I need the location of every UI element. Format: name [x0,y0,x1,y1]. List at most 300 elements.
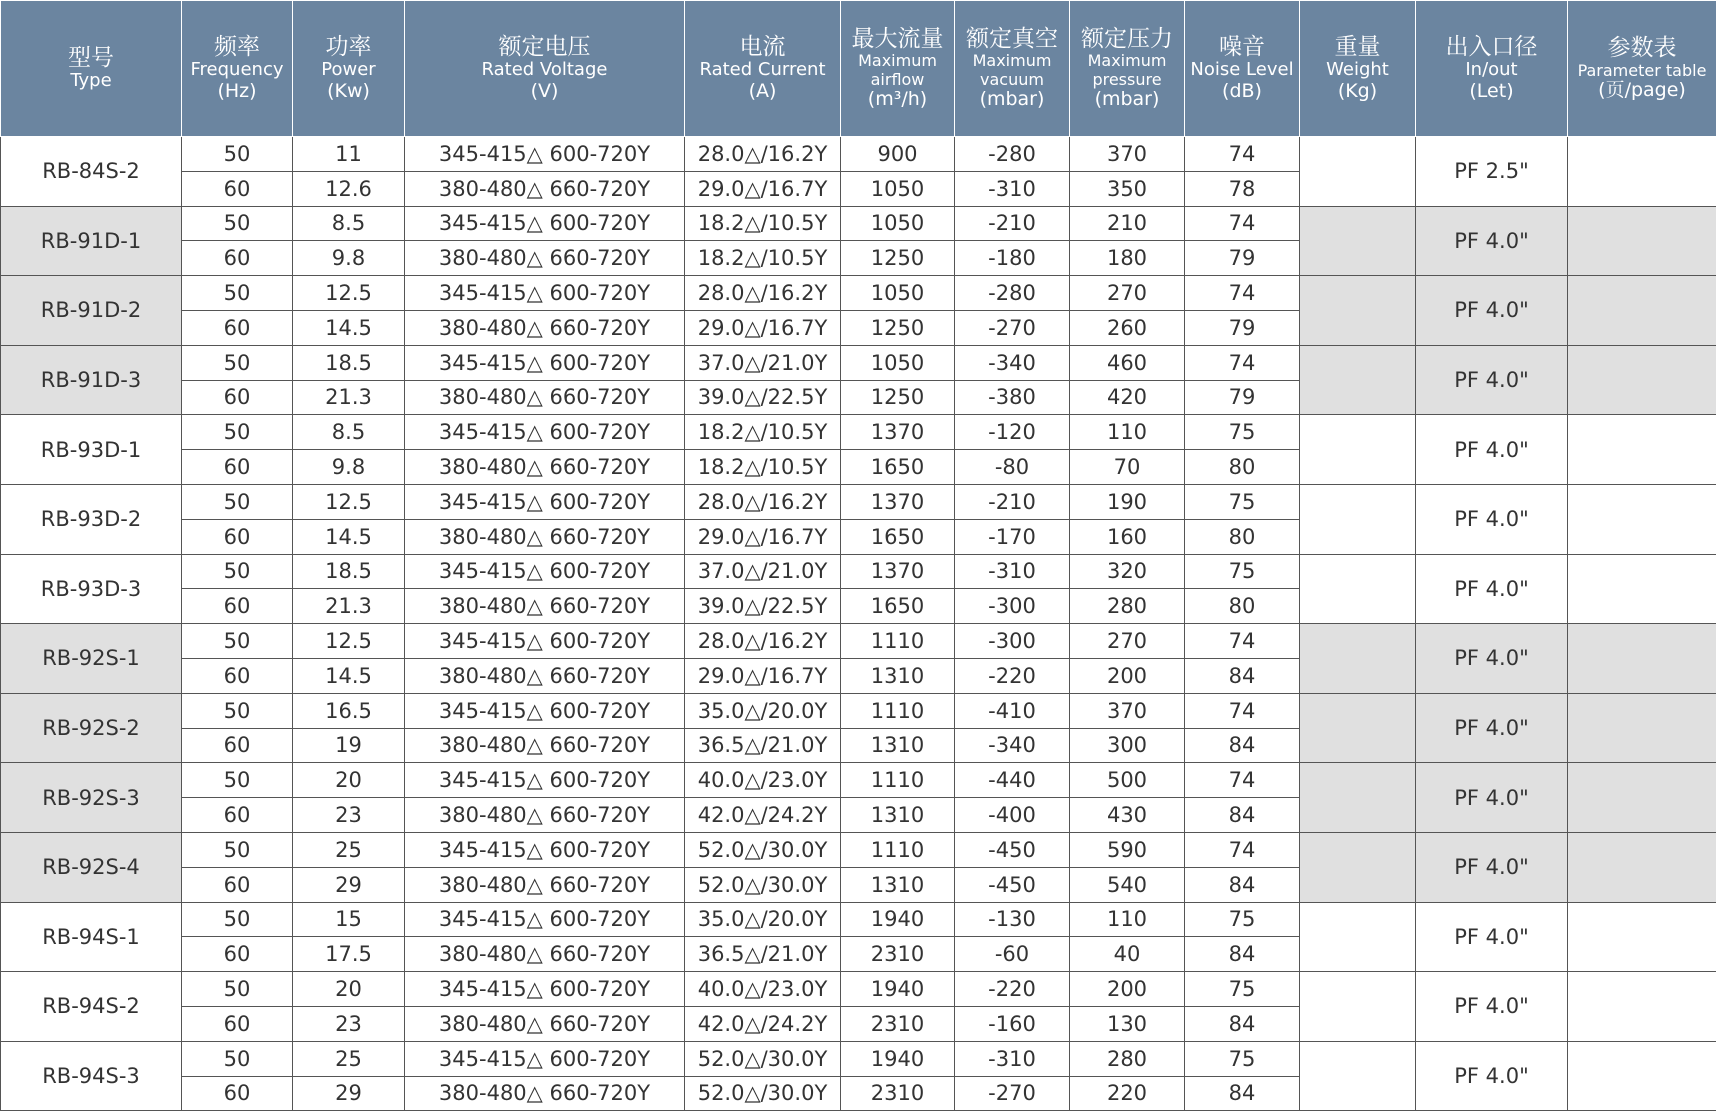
table-row [1,206,1716,241]
port-cell: PF 2.5" [1416,137,1568,207]
airflow-cell: 1370 [841,484,955,519]
airflow-cell: 2310 [841,1006,955,1041]
current-cell: 28.0△/16.2Y [685,624,841,659]
voltage-cell: 380-480△ 660-720Y [405,589,685,624]
model-cell: RB-93D-1 [1,415,182,485]
vacuum-cell: -410 [955,693,1070,728]
current-cell: 18.2△/10.5Y [685,415,841,450]
airflow-cell: 1110 [841,624,955,659]
airflow-cell: 1310 [841,867,955,902]
noise-cell: 74 [1185,276,1300,311]
current-cell: 39.0△/22.5Y [685,380,841,415]
weight-cell [1300,554,1416,624]
voltage-cell: 380-480△ 660-720Y [405,798,685,833]
power-cell: 20 [293,972,405,1007]
header-weight-unit: (Kg) [1337,80,1378,103]
model-cell: RB-94S-2 [1,972,182,1042]
vacuum-cell: -400 [955,798,1070,833]
port-cell: PF 4.0" [1416,972,1568,1042]
header-power-unit: (Kw) [327,80,370,103]
power-cell: 20 [293,763,405,798]
current-cell: 42.0△/24.2Y [685,798,841,833]
header-type [1,1,182,137]
header-frequency-unit: (Hz) [217,80,257,103]
frequency-cell: 50 [182,206,293,241]
table-row [1,137,1716,172]
header-current-en: Rated Current [699,59,826,81]
power-cell: 12.5 [293,484,405,519]
header-voltage-zh: 额定电压 [498,34,591,61]
pressure-cell: 460 [1070,345,1185,380]
model-cell: RB-84S-2 [1,137,182,207]
power-cell: 21.3 [293,380,405,415]
pressure-cell: 110 [1070,415,1185,450]
header-vacuum-zh: 额定真空 [966,25,1058,52]
power-cell: 8.5 [293,206,405,241]
airflow-cell: 1250 [841,380,955,415]
vacuum-cell: -340 [955,728,1070,763]
noise-cell: 84 [1185,1076,1300,1111]
noise-cell: 74 [1185,206,1300,241]
header-parameter-table [1568,1,1716,137]
parameter-table-cell [1568,902,1716,972]
voltage-cell: 380-480△ 660-720Y [405,728,685,763]
voltage-cell: 380-480△ 660-720Y [405,937,685,972]
vacuum-cell: -60 [955,937,1070,972]
weight-cell [1300,763,1416,833]
parameter-table-cell [1568,763,1716,833]
current-cell: 40.0△/23.0Y [685,763,841,798]
header-parameter-table-zh: 参数表 [1607,35,1677,62]
pressure-cell: 130 [1070,1006,1185,1041]
power-cell: 11 [293,137,405,172]
vacuum-cell: -160 [955,1006,1070,1041]
current-cell: 52.0△/30.0Y [685,867,841,902]
current-cell: 37.0△/21.0Y [685,345,841,380]
weight-cell [1300,137,1416,207]
voltage-cell: 380-480△ 660-720Y [405,1006,685,1041]
current-cell: 28.0△/16.2Y [685,276,841,311]
model-cell: RB-92S-1 [1,624,182,694]
pressure-cell: 280 [1070,1041,1185,1076]
vacuum-cell: -380 [955,380,1070,415]
header-row [1,1,1716,137]
noise-cell: 84 [1185,658,1300,693]
vacuum-cell: -270 [955,310,1070,345]
current-cell: 40.0△/23.0Y [685,972,841,1007]
current-cell: 52.0△/30.0Y [685,1041,841,1076]
header-current [685,1,841,137]
vacuum-cell: -450 [955,867,1070,902]
noise-cell: 80 [1185,519,1300,554]
weight-cell [1300,693,1416,763]
airflow-cell: 1250 [841,310,955,345]
noise-cell: 84 [1185,867,1300,902]
frequency-cell: 60 [182,589,293,624]
voltage-cell: 345-415△ 600-720Y [405,206,685,241]
noise-cell: 75 [1185,484,1300,519]
header-type-en: Type [70,70,112,92]
frequency-cell: 60 [182,798,293,833]
noise-cell: 75 [1185,554,1300,589]
header-current-zh: 电流 [739,34,786,61]
power-cell: 18.5 [293,345,405,380]
power-cell: 9.8 [293,450,405,485]
model-cell: RB-93D-2 [1,484,182,554]
voltage-cell: 345-415△ 600-720Y [405,902,685,937]
airflow-cell: 1050 [841,345,955,380]
vacuum-cell: -300 [955,624,1070,659]
header-weight [1300,1,1416,137]
header-pressure-en: Maximum pressure [1087,51,1167,89]
current-cell: 18.2△/10.5Y [685,450,841,485]
port-cell: PF 4.0" [1416,415,1568,485]
vacuum-cell: -220 [955,658,1070,693]
port-cell: PF 4.0" [1416,693,1568,763]
header-noise-en: Noise Level [1190,59,1294,81]
table-row [1,763,1716,798]
airflow-cell: 1050 [841,171,955,206]
weight-cell [1300,832,1416,902]
voltage-cell: 380-480△ 660-720Y [405,310,685,345]
table-row [1,972,1716,1007]
pressure-cell: 260 [1070,310,1185,345]
current-cell: 39.0△/22.5Y [685,589,841,624]
airflow-cell: 1650 [841,519,955,554]
header-voltage-unit: (V) [530,80,559,103]
vacuum-cell: -170 [955,519,1070,554]
header-voltage [405,1,685,137]
parameter-table-cell [1568,415,1716,485]
power-cell: 12.6 [293,171,405,206]
weight-cell [1300,206,1416,276]
current-cell: 18.2△/10.5Y [685,241,841,276]
weight-cell [1300,1041,1416,1111]
pressure-cell: 220 [1070,1076,1185,1111]
vacuum-cell: -130 [955,902,1070,937]
airflow-cell: 1370 [841,554,955,589]
current-cell: 36.5△/21.0Y [685,728,841,763]
parameter-table-cell [1568,206,1716,276]
voltage-cell: 380-480△ 660-720Y [405,380,685,415]
port-cell: PF 4.0" [1416,345,1568,415]
vacuum-cell: -310 [955,554,1070,589]
power-cell: 29 [293,867,405,902]
header-power-zh: 功率 [325,34,372,61]
current-cell: 35.0△/20.0Y [685,693,841,728]
power-cell: 8.5 [293,415,405,450]
voltage-cell: 345-415△ 600-720Y [405,554,685,589]
frequency-cell: 50 [182,1041,293,1076]
power-cell: 12.5 [293,624,405,659]
voltage-cell: 345-415△ 600-720Y [405,137,685,172]
voltage-cell: 380-480△ 660-720Y [405,450,685,485]
voltage-cell: 345-415△ 600-720Y [405,484,685,519]
header-vacuum-unit: (mbar) [979,88,1045,111]
header-current-unit: (A) [748,80,777,103]
noise-cell: 74 [1185,345,1300,380]
frequency-cell: 50 [182,554,293,589]
voltage-cell: 380-480△ 660-720Y [405,658,685,693]
voltage-cell: 380-480△ 660-720Y [405,171,685,206]
current-cell: 35.0△/20.0Y [685,902,841,937]
current-cell: 52.0△/30.0Y [685,832,841,867]
noise-cell: 79 [1185,380,1300,415]
pressure-cell: 210 [1070,206,1185,241]
noise-cell: 84 [1185,937,1300,972]
voltage-cell: 345-415△ 600-720Y [405,972,685,1007]
current-cell: 29.0△/16.7Y [685,171,841,206]
airflow-cell: 1650 [841,589,955,624]
airflow-cell: 1310 [841,658,955,693]
weight-cell [1300,902,1416,972]
parameter-table-cell [1568,345,1716,415]
current-cell: 37.0△/21.0Y [685,554,841,589]
header-power [293,1,405,137]
voltage-cell: 345-415△ 600-720Y [405,763,685,798]
vacuum-cell: -210 [955,206,1070,241]
vacuum-cell: -450 [955,832,1070,867]
voltage-cell: 345-415△ 600-720Y [405,415,685,450]
header-parameter-table-unit: (页/page) [1598,78,1686,101]
parameter-table-cell [1568,972,1716,1042]
current-cell: 29.0△/16.7Y [685,519,841,554]
vacuum-cell: -210 [955,484,1070,519]
pressure-cell: 320 [1070,554,1185,589]
power-cell: 19 [293,728,405,763]
frequency-cell: 50 [182,693,293,728]
frequency-cell: 50 [182,345,293,380]
frequency-cell: 60 [182,380,293,415]
power-cell: 14.5 [293,658,405,693]
vacuum-cell: -340 [955,345,1070,380]
pressure-cell: 160 [1070,519,1185,554]
parameter-table-cell [1568,693,1716,763]
frequency-cell: 60 [182,171,293,206]
pressure-cell: 540 [1070,867,1185,902]
model-cell: RB-92S-2 [1,693,182,763]
frequency-cell: 50 [182,415,293,450]
frequency-cell: 60 [182,519,293,554]
airflow-cell: 1940 [841,902,955,937]
header-noise-zh: 噪音 [1219,34,1265,61]
current-cell: 28.0△/16.2Y [685,137,841,172]
header-port-en: In/out [1465,59,1518,81]
parameter-table-cell [1568,624,1716,694]
vacuum-cell: -310 [955,171,1070,206]
vacuum-cell: -270 [955,1076,1070,1111]
noise-cell: 75 [1185,902,1300,937]
header-airflow-en: Maximum airflow [858,51,937,89]
airflow-cell: 1940 [841,972,955,1007]
frequency-cell: 50 [182,137,293,172]
noise-cell: 84 [1185,1006,1300,1041]
header-port [1416,1,1568,137]
voltage-cell: 380-480△ 660-720Y [405,1076,685,1111]
frequency-cell: 60 [182,1006,293,1041]
power-cell: 15 [293,902,405,937]
weight-cell [1300,415,1416,485]
airflow-cell: 1940 [841,1041,955,1076]
header-port-unit: (Let) [1469,80,1514,103]
noise-cell: 80 [1185,450,1300,485]
port-cell: PF 4.0" [1416,1041,1568,1111]
weight-cell [1300,276,1416,346]
vacuum-cell: -440 [955,763,1070,798]
power-cell: 23 [293,798,405,833]
port-cell: PF 4.0" [1416,554,1568,624]
header-frequency-zh: 频率 [214,34,260,61]
parameter-table-cell [1568,276,1716,346]
airflow-cell: 1370 [841,415,955,450]
header-frequency [182,1,293,137]
table-row [1,1041,1716,1076]
frequency-cell: 60 [182,1076,293,1111]
voltage-cell: 380-480△ 660-720Y [405,867,685,902]
frequency-cell: 60 [182,937,293,972]
voltage-cell: 345-415△ 600-720Y [405,276,685,311]
power-cell: 14.5 [293,310,405,345]
port-cell: PF 4.0" [1416,484,1568,554]
model-cell: RB-93D-3 [1,554,182,624]
current-cell: 18.2△/10.5Y [685,206,841,241]
header-parameter-table-en: Parameter table [1577,60,1707,80]
airflow-cell: 900 [841,137,955,172]
current-cell: 29.0△/16.7Y [685,658,841,693]
frequency-cell: 50 [182,972,293,1007]
noise-cell: 79 [1185,241,1300,276]
parameter-table-cell [1568,484,1716,554]
power-cell: 29 [293,1076,405,1111]
header-airflow-unit: (m³/h) [867,88,928,111]
header-port-zh: 出入口径 [1445,34,1538,61]
noise-cell: 75 [1185,1041,1300,1076]
pressure-cell: 590 [1070,832,1185,867]
noise-cell: 74 [1185,137,1300,172]
header-airflow [841,1,955,137]
header-airflow-zh: 最大流量 [851,25,944,52]
weight-cell [1300,972,1416,1042]
port-cell: PF 4.0" [1416,832,1568,902]
power-cell: 25 [293,1041,405,1076]
header-pressure-unit: (mbar) [1094,88,1160,111]
spec-table-body [1,137,1716,1111]
airflow-cell: 1250 [841,241,955,276]
header-frequency-en: Frequency [190,59,284,81]
parameter-table-cell [1568,137,1716,207]
pressure-cell: 280 [1070,589,1185,624]
header-pressure-zh: 额定压力 [1081,25,1173,52]
table-row [1,276,1716,311]
voltage-cell: 380-480△ 660-720Y [405,519,685,554]
pressure-cell: 350 [1070,171,1185,206]
table-row [1,832,1716,867]
power-cell: 16.5 [293,693,405,728]
header-vacuum-en: Maximum vacuum [972,51,1052,89]
noise-cell: 75 [1185,972,1300,1007]
header-vacuum [955,1,1070,137]
frequency-cell: 60 [182,450,293,485]
current-cell: 28.0△/16.2Y [685,484,841,519]
header-weight-en: Weight [1326,59,1389,81]
model-cell: RB-91D-3 [1,345,182,415]
current-cell: 42.0△/24.2Y [685,1006,841,1041]
noise-cell: 78 [1185,171,1300,206]
pressure-cell: 70 [1070,450,1185,485]
port-cell: PF 4.0" [1416,624,1568,694]
airflow-cell: 1650 [841,450,955,485]
weight-cell [1300,345,1416,415]
table-row [1,345,1716,380]
noise-cell: 74 [1185,763,1300,798]
airflow-cell: 1310 [841,798,955,833]
airflow-cell: 1310 [841,728,955,763]
noise-cell: 84 [1185,728,1300,763]
parameter-table-cell [1568,554,1716,624]
frequency-cell: 50 [182,276,293,311]
parameter-table-cell [1568,832,1716,902]
power-cell: 21.3 [293,589,405,624]
vacuum-cell: -80 [955,450,1070,485]
header-weight-zh: 重量 [1334,34,1381,61]
pressure-cell: 190 [1070,484,1185,519]
frequency-cell: 50 [182,624,293,659]
table-row [1,415,1716,450]
frequency-cell: 50 [182,484,293,519]
noise-cell: 80 [1185,589,1300,624]
frequency-cell: 50 [182,902,293,937]
noise-cell: 79 [1185,310,1300,345]
power-cell: 17.5 [293,937,405,972]
current-cell: 29.0△/16.7Y [685,310,841,345]
header-power-en: Power [321,59,376,81]
parameter-table-cell [1568,1041,1716,1111]
header-noise-unit: (dB) [1222,80,1262,103]
weight-cell [1300,484,1416,554]
noise-cell: 74 [1185,693,1300,728]
pressure-cell: 110 [1070,902,1185,937]
power-cell: 14.5 [293,519,405,554]
current-cell: 36.5△/21.0Y [685,937,841,972]
table-row [1,554,1716,589]
power-cell: 18.5 [293,554,405,589]
model-cell: RB-94S-1 [1,902,182,972]
power-cell: 12.5 [293,276,405,311]
power-cell: 25 [293,832,405,867]
model-cell: RB-92S-4 [1,832,182,902]
weight-cell [1300,624,1416,694]
voltage-cell: 380-480△ 660-720Y [405,241,685,276]
airflow-cell: 2310 [841,937,955,972]
frequency-cell: 60 [182,658,293,693]
pressure-cell: 370 [1070,137,1185,172]
airflow-cell: 1050 [841,206,955,241]
model-cell: RB-94S-3 [1,1041,182,1111]
model-cell: RB-91D-2 [1,276,182,346]
airflow-cell: 1110 [841,693,955,728]
frequency-cell: 50 [182,832,293,867]
pressure-cell: 180 [1070,241,1185,276]
voltage-cell: 345-415△ 600-720Y [405,693,685,728]
pressure-cell: 430 [1070,798,1185,833]
power-cell: 9.8 [293,241,405,276]
model-cell: RB-92S-3 [1,763,182,833]
airflow-cell: 1110 [841,763,955,798]
table-row [1,484,1716,519]
pressure-cell: 420 [1070,380,1185,415]
vacuum-cell: -120 [955,415,1070,450]
power-cell: 23 [293,1006,405,1041]
